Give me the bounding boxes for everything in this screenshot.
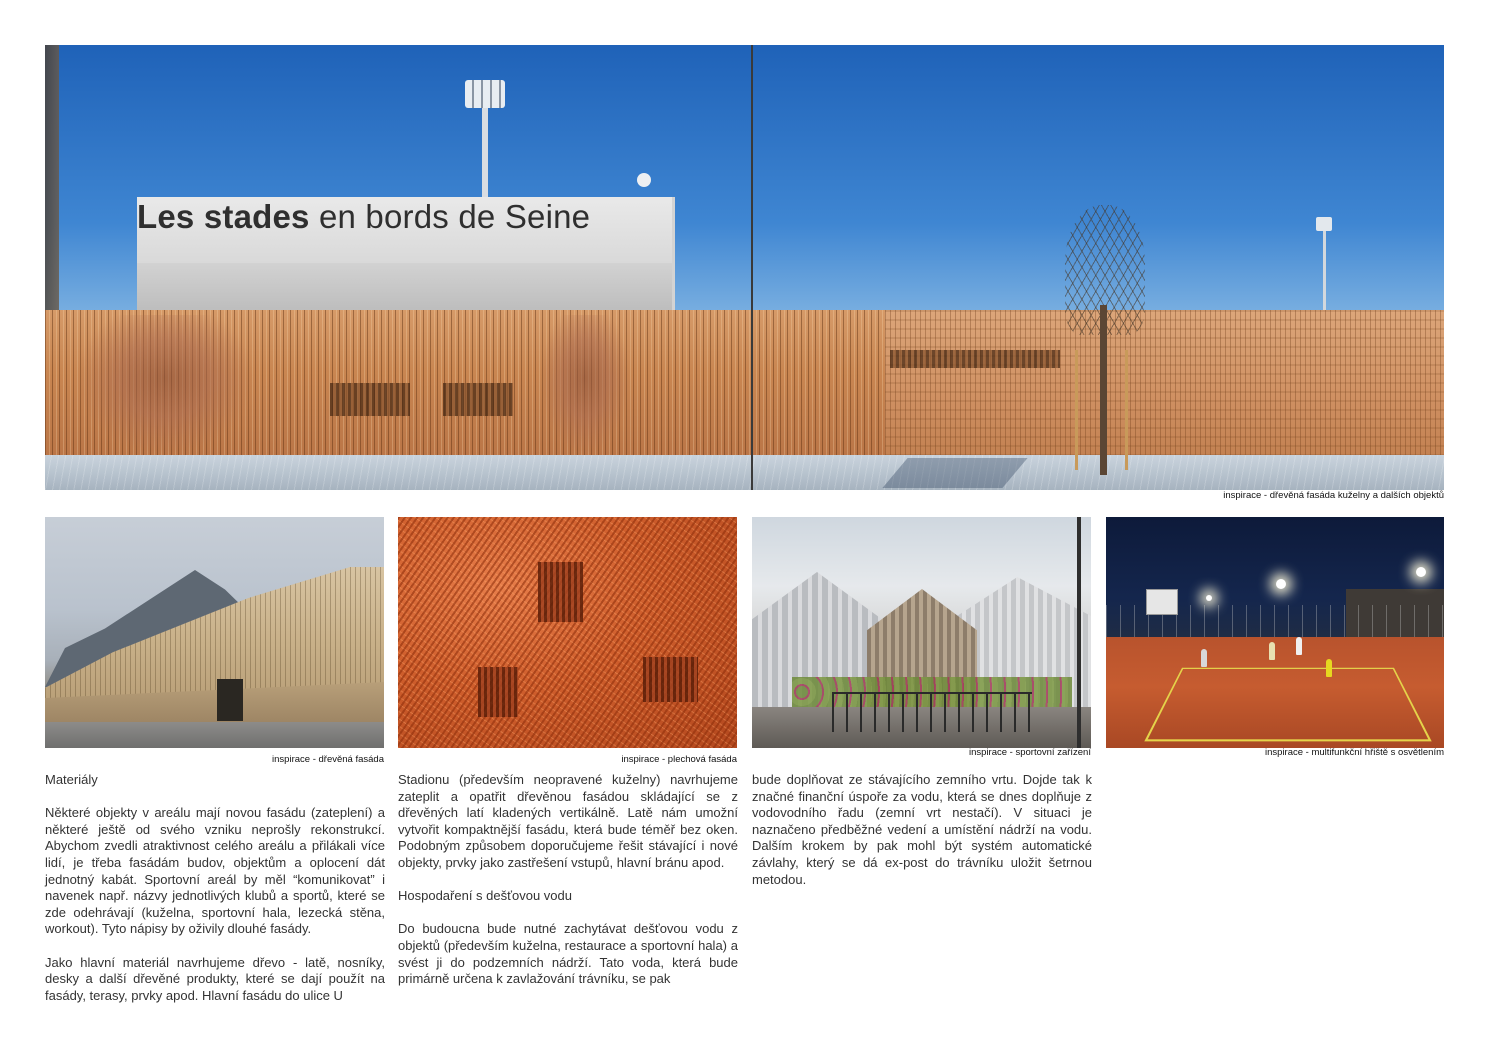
floodlight-lamp-far	[1316, 217, 1332, 231]
facade-window	[643, 657, 698, 702]
lamp-post	[1077, 517, 1081, 748]
photo-metal-facade	[398, 517, 737, 748]
hero-caption: inspirace - dřevěná fasáda kuželny a dalších objektů	[1223, 490, 1444, 501]
paragraph: bude doplňovat ze stávajícího zemního vrtu. Dojde tak k značné finanční úspoře za vodu, která se dnes doplňuje z vodovodního řadu (zemní vrt nestačí). V situaci je naznačeno předběžné vedení a umístění nádrží na vodu. Dalším krokem by pak mohl být systém automatické závlahy, který se dá ex-post do trávníku uložit šetrnou metodou.	[752, 772, 1092, 887]
fence-opening	[443, 383, 513, 416]
text-column-2	[398, 772, 738, 1004]
player	[1296, 637, 1302, 655]
fence-opening	[330, 383, 410, 416]
fence-opening	[890, 350, 1060, 368]
satellite-dish	[637, 173, 651, 187]
photo-multifunctional-court	[1106, 517, 1444, 748]
metal-fence	[832, 692, 1032, 732]
floodlight	[1276, 579, 1286, 589]
tree-trunk	[1100, 305, 1107, 475]
paragraph: Jako hlavní materiál navrhujeme dřevo - latě, nosníky, desky a další dřevěné produkty, které se dají použít na fasády, terasy, prvky apod. Hlavní fasádu do ulice U	[45, 954, 385, 1003]
mural-players	[75, 315, 255, 455]
facade-window	[538, 562, 583, 622]
road	[45, 722, 384, 748]
tree-stake	[1075, 350, 1078, 470]
floodlight	[1416, 567, 1426, 577]
sign-bold-text: Les stades	[137, 198, 310, 235]
caption-3: inspirace - sportovní zařízení	[969, 747, 1091, 758]
billboard-sign	[137, 198, 590, 236]
wooden-fence-lattice	[885, 310, 1444, 465]
basketball-board	[1146, 589, 1178, 615]
sign-rest-text: en bords de Seine	[309, 198, 591, 235]
caption-4: inspirace - multifunkční hřiště s osvětlením	[1265, 747, 1444, 758]
mural-runner	[540, 315, 630, 455]
hero-photo	[45, 45, 1444, 490]
floodlight	[1206, 595, 1212, 601]
tree-shadow	[882, 458, 1027, 488]
frosted-ground	[45, 455, 1444, 490]
facade-window	[478, 667, 518, 717]
paragraph: Některé objekty v areálu mají novou fasádu (zateplení) a některé ještě od svého vzniku neprošly rekonstrukcí. Abychom zvedli atraktivnost celého areálu a přilákali více lidí, je třeba fasádám budov, objektům a oplocení dát jednotný kabát. Sportovní areál by měl “komunikovat” i navenek např. názvy jednotlivých klubů a sportů, které se zde odehrávají (kuželna, sportovní hala, lezecká stěna, workout). Tyto nápisy by oživily dlouhé fasády.	[45, 805, 385, 937]
floodlight-mast-far	[1323, 230, 1326, 310]
player	[1326, 659, 1332, 677]
section-heading-materials: Materiály	[45, 772, 98, 787]
building-door	[217, 679, 243, 721]
caption-1: inspirace - dřevěná fasáda	[272, 754, 384, 765]
floodlight-lamp	[465, 80, 505, 108]
tree-stake	[1125, 350, 1128, 470]
player	[1269, 642, 1275, 660]
text-column-3	[752, 772, 1092, 905]
text-column-1	[45, 772, 385, 1021]
paragraph: Stadionu (především neopravené kuželny) navrhujeme zateplit a opatřit dřevěnou fasádou skládající se z dřevěných latí kladených vertikálně. Latě nám umožní vytvořit kompaktnější fasádu, která bude téměř bez oken. Podobným způsobem doporučujeme řešit stávající i nové objekty, prvky jako zastřešení vstupů, hlavní bránu apod.	[398, 772, 738, 870]
section-heading-rainwater: Hospodaření s dešťovou vodu	[398, 888, 572, 904]
paragraph: Do budoucna bude nutné zachytávat dešťovou vodu z objektů (především kuželna, restaurace a sportovní hala) a svést ji do podzemních nádrží. Tato voda, která bude primárně určena k zavlažování trávníku, se pak	[398, 921, 738, 987]
floodlight-mast	[482, 105, 488, 198]
billboard-base	[137, 263, 672, 311]
photo-sports-facility	[752, 517, 1091, 748]
player	[1201, 649, 1207, 667]
caption-2: inspirace - plechová fasáda	[621, 754, 737, 765]
photo-seam	[751, 45, 753, 490]
photo-wooden-facade	[45, 517, 384, 748]
